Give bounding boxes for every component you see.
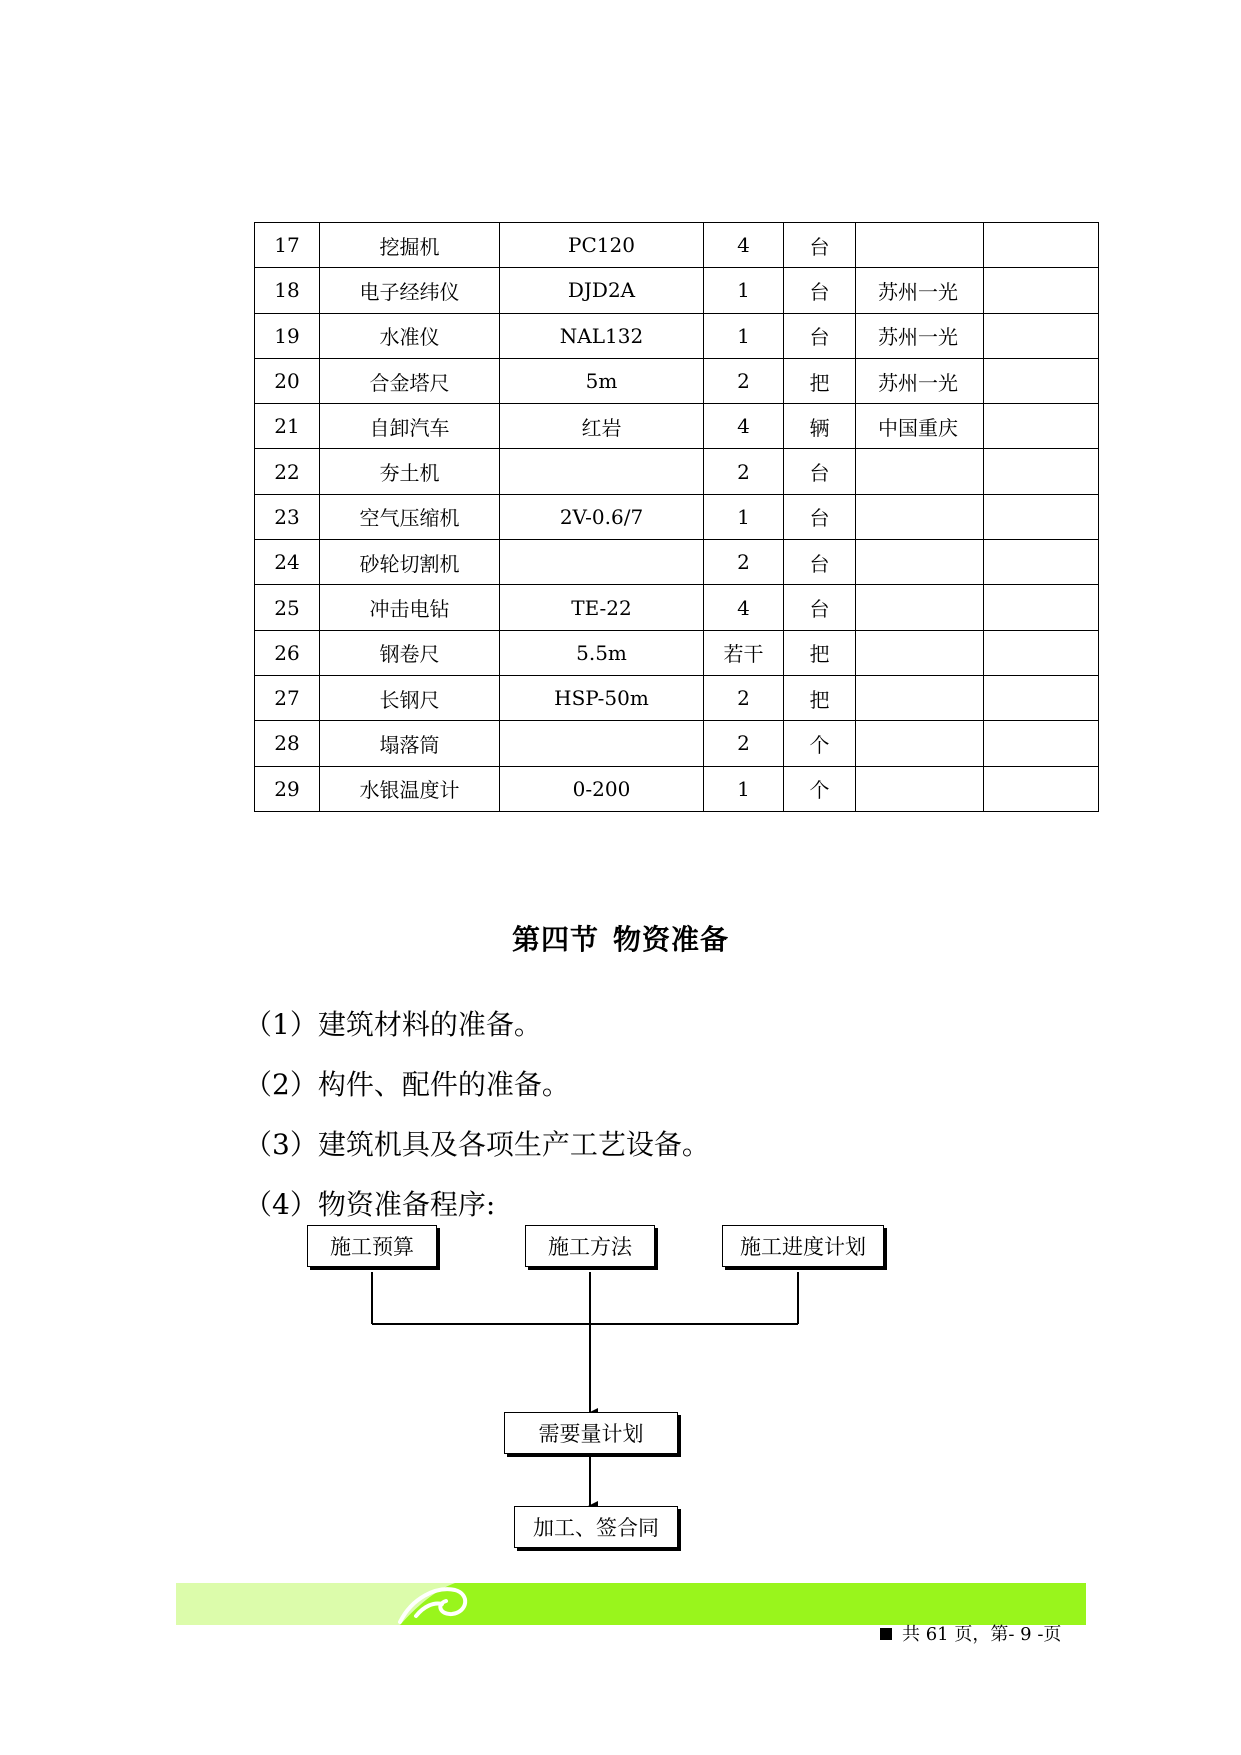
table-cell-no: 25	[255, 585, 320, 630]
table-cell-model: HSP-50m	[500, 675, 704, 720]
table-cell-unit: 台	[784, 268, 856, 313]
table-cell-name: 水准仪	[320, 313, 500, 358]
table-cell-no: 28	[255, 721, 320, 766]
page-number-text: 共 61 页，第- 9 -页	[902, 1624, 1062, 1645]
table-cell-name: 合金塔尺	[320, 358, 500, 403]
flow-box-schedule: 施工进度计划	[722, 1225, 884, 1267]
table-cell-qty: 1	[704, 494, 784, 539]
list-item: （2）构件、配件的准备。	[244, 1068, 570, 1101]
table-cell-unit: 台	[784, 223, 856, 268]
table-cell-model: 2V-0.6/7	[500, 494, 704, 539]
flow-box-budget: 施工预算	[307, 1225, 437, 1267]
table-cell-qty: 2	[704, 721, 784, 766]
table-cell-qty: 2	[704, 675, 784, 720]
table-cell-no: 27	[255, 675, 320, 720]
flow-box-method: 施工方法	[525, 1225, 655, 1267]
table-cell-unit: 个	[784, 721, 856, 766]
table-cell-qty: 若干	[704, 630, 784, 675]
table-cell-qty: 4	[704, 404, 784, 449]
table-cell-qty: 4	[704, 585, 784, 630]
table-cell-source: 苏州一光	[856, 268, 984, 313]
table-cell-no: 17	[255, 223, 320, 268]
table-cell-model: TE-22	[500, 585, 704, 630]
table-cell-qty: 4	[704, 223, 784, 268]
table-cell-no: 23	[255, 494, 320, 539]
table-cell-model: 红岩	[500, 404, 704, 449]
table-cell-model: 5m	[500, 358, 704, 403]
table-cell-qty: 2	[704, 540, 784, 585]
table-cell-unit: 台	[784, 494, 856, 539]
table-cell-source: 中国重庆	[856, 404, 984, 449]
table-cell-qty: 1	[704, 313, 784, 358]
table-cell-model: 5.5m	[500, 630, 704, 675]
table-cell-no: 29	[255, 766, 320, 811]
list-item: （1）建筑材料的准备。	[244, 1008, 542, 1041]
section-title-text: 物资准备	[613, 923, 730, 956]
page-number	[880, 1620, 1061, 1646]
table-cell-no: 24	[255, 540, 320, 585]
table-cell-no: 19	[255, 313, 320, 358]
table-cell-unit: 把	[784, 675, 856, 720]
table-cell-name: 夯土机	[320, 449, 500, 494]
table-cell-unit: 个	[784, 766, 856, 811]
table-cell-name: 水银温度计	[320, 766, 500, 811]
footer-band-bright	[400, 1583, 1086, 1625]
square-bullet-icon	[880, 1628, 892, 1640]
list-item: （3）建筑机具及各项生产工艺设备。	[244, 1128, 710, 1161]
list-item: （4）物资准备程序:	[244, 1188, 496, 1221]
table-cell-source: 苏州一光	[856, 358, 984, 403]
table-cell-unit: 辆	[784, 404, 856, 449]
table-cell-model: PC120	[500, 223, 704, 268]
table-cell-unit: 把	[784, 630, 856, 675]
table-cell-name: 冲击电钻	[320, 585, 500, 630]
table-cell-qty: 2	[704, 358, 784, 403]
table-cell-name: 自卸汽车	[320, 404, 500, 449]
table-cell-name: 塌落筒	[320, 721, 500, 766]
table-cell-name: 挖掘机	[320, 223, 500, 268]
table-cell-unit: 台	[784, 313, 856, 358]
table-cell-unit: 台	[784, 585, 856, 630]
table-cell-unit: 把	[784, 358, 856, 403]
table-cell-name: 钢卷尺	[320, 630, 500, 675]
table-cell-no: 21	[255, 404, 320, 449]
table-cell-qty: 1	[704, 766, 784, 811]
table-cell-no: 22	[255, 449, 320, 494]
table-cell-model: NAL132	[500, 313, 704, 358]
flow-box-requirement-plan: 需要量计划	[504, 1412, 678, 1454]
table-cell-model: DJD2A	[500, 268, 704, 313]
table-cell-no: 18	[255, 268, 320, 313]
table-cell-name: 长钢尺	[320, 675, 500, 720]
table-cell-no: 20	[255, 358, 320, 403]
table-cell-name: 空气压缩机	[320, 494, 500, 539]
table-cell-unit: 台	[784, 540, 856, 585]
table-cell-unit: 台	[784, 449, 856, 494]
table-cell-name: 砂轮切割机	[320, 540, 500, 585]
flow-box-processing-contract: 加工、签合同	[514, 1506, 678, 1548]
section-number: 第四节	[511, 923, 599, 956]
table-cell-name: 电子经纬仪	[320, 268, 500, 313]
table-cell-model: 0-200	[500, 766, 704, 811]
table-cell-source: 苏州一光	[856, 313, 984, 358]
table-cell-qty: 2	[704, 449, 784, 494]
table-cell-no: 26	[255, 630, 320, 675]
table-cell-qty: 1	[704, 268, 784, 313]
